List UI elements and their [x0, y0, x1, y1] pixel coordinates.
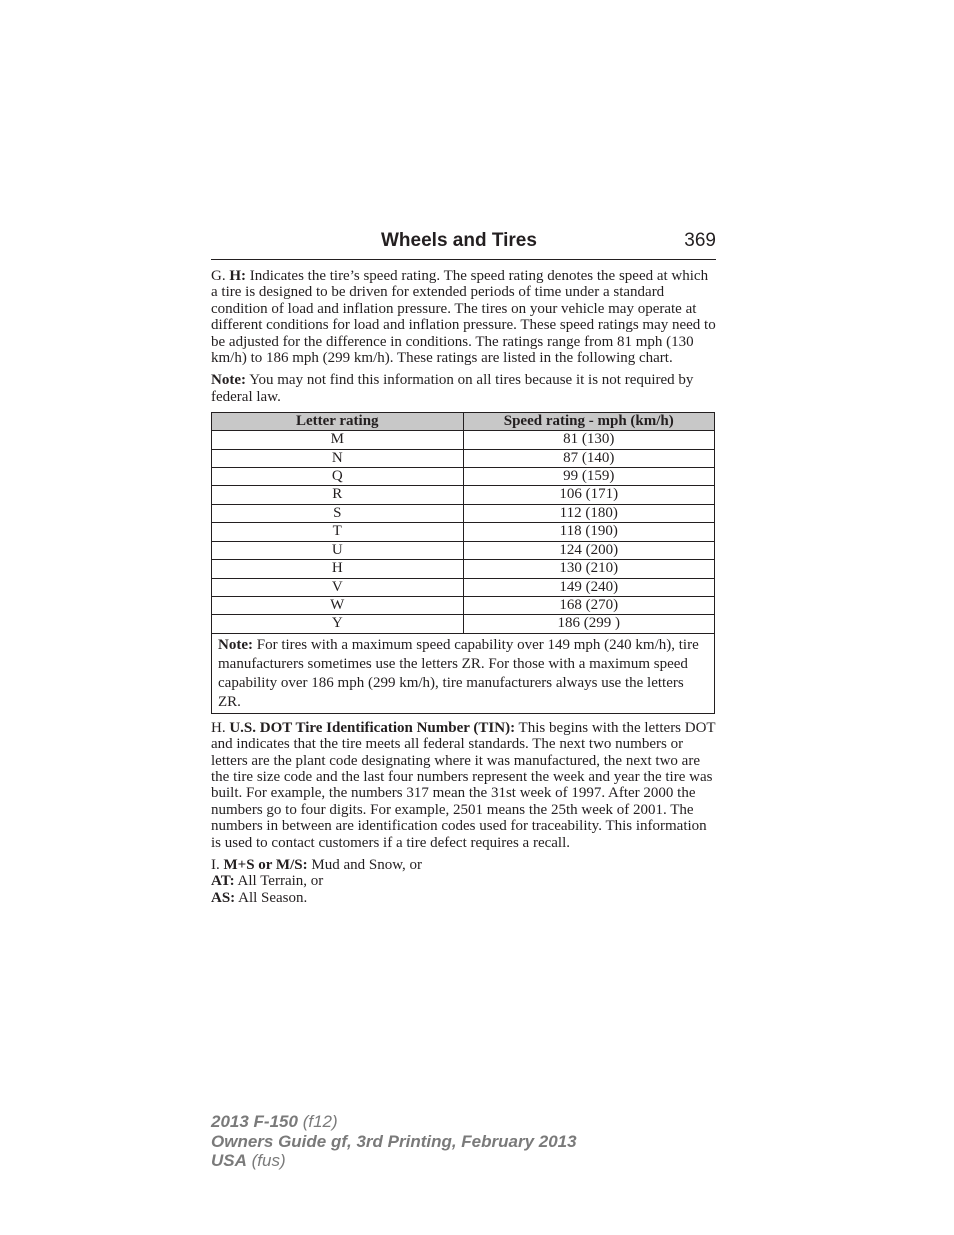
speed-cell: 112 (180) — [463, 504, 715, 522]
section-title: Wheels and Tires — [381, 230, 537, 251]
table-row — [212, 468, 715, 486]
footer-model-code: (f12) — [302, 1112, 338, 1131]
item-i-text-at: All Terrain, or — [237, 873, 324, 890]
item-i-text-as: All Season. — [238, 889, 308, 906]
speed-cell: 149 (240) — [463, 578, 715, 596]
speed-cell: 81 (130) — [463, 431, 715, 449]
item-i-paragraph — [211, 857, 717, 906]
table-row — [212, 615, 715, 633]
note-label: Note: — [211, 372, 246, 389]
letter-cell: R — [212, 486, 464, 504]
speed-cell: 130 (210) — [463, 560, 715, 578]
item-h-term: U.S. DOT Tire Identification Number (TIN): — [229, 719, 516, 736]
letter-cell: V — [212, 578, 464, 596]
speed-cell: 118 (190) — [463, 523, 715, 541]
letter-cell: U — [212, 541, 464, 559]
page-footer — [211, 1112, 577, 1171]
speed-cell: 124 (200) — [463, 541, 715, 559]
table-note-label: Note: — [218, 636, 253, 653]
table-row — [212, 449, 715, 467]
speed-rating-table — [211, 412, 715, 713]
item-i-term-as: AS: — [211, 889, 236, 906]
item-i-term-at: AT: — [211, 873, 235, 890]
table-row — [212, 431, 715, 449]
speed-cell: 87 (140) — [463, 449, 715, 467]
table-row — [212, 486, 715, 504]
page-content — [211, 268, 717, 912]
letter-cell: H — [212, 560, 464, 578]
letter-cell: Y — [212, 615, 464, 633]
speed-cell: 168 (270) — [463, 596, 715, 614]
table-note-cell — [212, 633, 715, 713]
page-header — [211, 229, 716, 260]
footer-model: 2013 F-150 — [211, 1112, 298, 1131]
item-i-marker: I. — [211, 856, 220, 873]
column-header-speed-rating: Speed rating - mph (km/h) — [463, 413, 715, 431]
item-h-marker: H. — [211, 719, 226, 736]
item-g-text: Indicates the tire’s speed rating. The speed rating denotes the speed at which a tire is designed to be driven for extended periods of time under a standard condition of load and inflation pressure. The tires on your vehicle may operate at different conditions for load and inflation pressure. These speed ratings may need to be adjusted for the difference in conditions. The ratings range from 81 mph (130 km/h) to 186 mph (299 km/h). These ratings are listed in the following chart. — [211, 268, 716, 367]
footer-market: USA — [211, 1151, 247, 1170]
speed-cell: 186 (299 ) — [463, 615, 715, 633]
item-i-text-ms: Mud and Snow, or — [311, 856, 423, 873]
page-number: 369 — [684, 230, 716, 251]
letter-cell: Q — [212, 468, 464, 486]
table-row — [212, 578, 715, 596]
item-i-term-ms: M+S or M/S: — [223, 856, 308, 873]
letter-cell: M — [212, 431, 464, 449]
item-g-term: H: — [229, 268, 247, 284]
table-row — [212, 504, 715, 522]
table-row — [212, 596, 715, 614]
note-text: You may not find this information on all tires because it is not required by federal law. — [211, 372, 694, 405]
footer-market-code: (fus) — [251, 1151, 286, 1170]
footer-model-line — [211, 1112, 577, 1132]
speed-cell: 99 (159) — [463, 468, 715, 486]
footer-guide: Owners Guide gf, 3rd Printing, February 2013 — [211, 1131, 577, 1151]
table-row — [212, 541, 715, 559]
item-h-text: This begins with the letters DOT and indicates that the tire meets all federal standards. The next two numbers or letters are the plant code designating where it was manufactured, the next two are the tire size code and the last four numbers represent the week and year the tire was built. For example, the numbers 317 mean the 31st week of 1997. After 2000 the numbers go to four digits. For example, 2501 means the 25th week of 2001. The numbers in between are identification codes used for traceability. This information is used to contact customers if a tire defect requires a recall. — [211, 719, 716, 851]
column-header-letter-rating: Letter rating — [212, 413, 464, 431]
item-g-marker: G. — [211, 268, 226, 284]
table-row — [212, 523, 715, 541]
footer-market-line — [211, 1151, 577, 1171]
letter-cell: S — [212, 504, 464, 522]
table-row — [212, 560, 715, 578]
item-h-paragraph — [211, 720, 717, 851]
table-header-row — [212, 413, 715, 431]
table-note-row — [212, 633, 715, 713]
item-g-paragraph — [211, 268, 717, 366]
note-paragraph — [211, 372, 717, 405]
letter-cell: W — [212, 596, 464, 614]
letter-cell: N — [212, 449, 464, 467]
speed-cell: 106 (171) — [463, 486, 715, 504]
letter-cell: T — [212, 523, 464, 541]
table-note-text: For tires with a maximum speed capability over 149 mph (240 km/h), tire manufacturers sometimes use the letters ZR. For those with a maximum speed capability over 186 mph (299 km/h), tire manufacturers always use the letters ZR. — [218, 636, 699, 710]
